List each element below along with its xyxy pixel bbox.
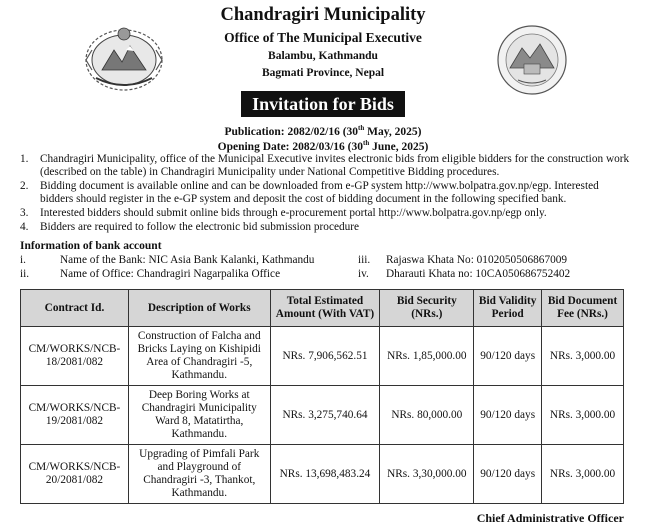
publication-date-end: May, 2025): [364, 125, 422, 138]
opening-date: [200, 139, 446, 153]
header-document-fee: Bid Document Fee (NRs.): [542, 290, 624, 327]
table-row: [21, 445, 624, 504]
bank-row: [20, 254, 314, 266]
cell-bid-validity: 90/120 days: [474, 386, 542, 445]
header-amount: Total Estimated Amount (With VAT): [270, 290, 380, 327]
cell-amount: NRs. 3,275,740.64: [270, 386, 380, 445]
opening-date-sup: th: [363, 139, 370, 147]
bank-row-number: iii.: [358, 254, 371, 266]
nepal-emblem-icon: [82, 20, 166, 94]
bank-row: [358, 254, 567, 266]
bank-row-number: ii.: [20, 268, 30, 280]
list-item-number: 3.: [20, 207, 29, 219]
list-item: [18, 207, 630, 220]
publication-date-text: Publication: 2082/02/16 (30: [224, 125, 359, 138]
cell-description: Construction of Falcha and Bricks Laying on Kishipidi Area of Chandragiri -5, Kathmandu.: [128, 327, 270, 386]
cell-bid-validity: 90/120 days: [474, 327, 542, 386]
address-line-2: Bagmati Province, Nepal: [261, 67, 385, 79]
office-name: Office of The Municipal Executive: [224, 30, 422, 45]
address-line-1: Balambu, Kathmandu: [268, 50, 378, 62]
publication-date-sup: th: [358, 124, 365, 132]
publication-date: [200, 124, 446, 138]
cell-contract-id: CM/WORKS/NCB-20/2081/082: [21, 445, 129, 504]
cell-document-fee: NRs. 3,000.00: [542, 445, 624, 504]
header-description: Description of Works: [128, 290, 270, 327]
bank-row: [358, 268, 570, 280]
bank-row-text: Dharauti Khata no: 10CA050686752402: [386, 268, 571, 280]
table-row: [21, 386, 624, 445]
opening-date-text: Opening Date: 2082/03/16 (30: [217, 140, 363, 153]
cell-bid-security: NRs. 1,85,000.00: [380, 327, 474, 386]
cell-document-fee: NRs. 3,000.00: [542, 327, 624, 386]
header-contract-id: Contract Id.: [21, 290, 129, 327]
bank-row-number: i.: [20, 254, 26, 266]
bank-row-text: Name of the Bank: NIC Asia Bank Kalanki, Kathmandu: [60, 254, 315, 266]
cell-bid-security: NRs. 3,30,000.00: [380, 445, 474, 504]
cell-amount: NRs. 13,698,483.24: [270, 445, 380, 504]
cell-bid-validity: 90/120 days: [474, 445, 542, 504]
bank-row-number: iv.: [358, 268, 369, 280]
list-item-text: Interested bidders should submit online bids through e-procurement portal http://www.bolpatra.gov.np/egp only.: [40, 207, 547, 219]
bank-row-text: Name of Office: Chandragiri Nagarpalika Office: [60, 268, 281, 280]
cell-contract-id: CM/WORKS/NCB-19/2081/082: [21, 386, 129, 445]
list-item-number: 4.: [20, 221, 29, 233]
list-item-number: 1.: [20, 153, 29, 165]
bids-table: [20, 289, 624, 504]
bank-row-text: Rajaswa Khata No: 0102050506867009: [386, 254, 568, 266]
cell-contract-id: CM/WORKS/NCB-18/2081/082: [21, 327, 129, 386]
cell-description: Upgrading of Pimfali Park and Playground of Chandragiri -3, Thankot, Kathmandu.: [128, 445, 270, 504]
list-item: [18, 221, 630, 234]
cell-amount: NRs. 7,906,562.51: [270, 327, 380, 386]
table-header-row: [21, 290, 624, 327]
list-item-text: Bidding document is available online and can be downloaded from e-GP system http://www.bolpatra.gov.np/egp. Interested bidders should register in the e-GP system and deposit the cost of bidding document in the following specified bank.: [40, 180, 599, 205]
bank-row: [20, 268, 280, 280]
page-title: Chandragiri Municipality: [220, 5, 426, 25]
list-item-text: Bidders are required to follow the electronic bid submission procedure: [40, 221, 360, 233]
bank-info-heading: Information of bank account: [20, 240, 162, 252]
list-item-text: Chandragiri Municipality, office of the Municipal Executive invites electronic bids from eligible bidders for the construction work (described on the table) in Chandragiri Municipality under National Competitive Bidding procedures.: [40, 153, 630, 178]
municipality-seal-icon: [496, 24, 568, 96]
opening-date-end: June, 2025): [369, 140, 429, 153]
signature-title: Chief Administrative Officer: [476, 511, 624, 525]
cell-description: Deep Boring Works at Chandragiri Municipality Ward 8, Matatirtha, Kathmandu.: [128, 386, 270, 445]
header-bid-security: Bid Security (NRs.): [380, 290, 474, 327]
table-row: [21, 327, 624, 386]
list-item: [18, 180, 630, 206]
list-item-number: 2.: [20, 180, 29, 192]
header-bid-validity: Bid Validity Period: [474, 290, 542, 327]
notice-banner: Invitation for Bids: [241, 91, 405, 117]
list-item: [18, 153, 630, 179]
cell-bid-security: NRs. 80,000.00: [380, 386, 474, 445]
cell-document-fee: NRs. 3,000.00: [542, 386, 624, 445]
instruction-list: [18, 153, 630, 235]
